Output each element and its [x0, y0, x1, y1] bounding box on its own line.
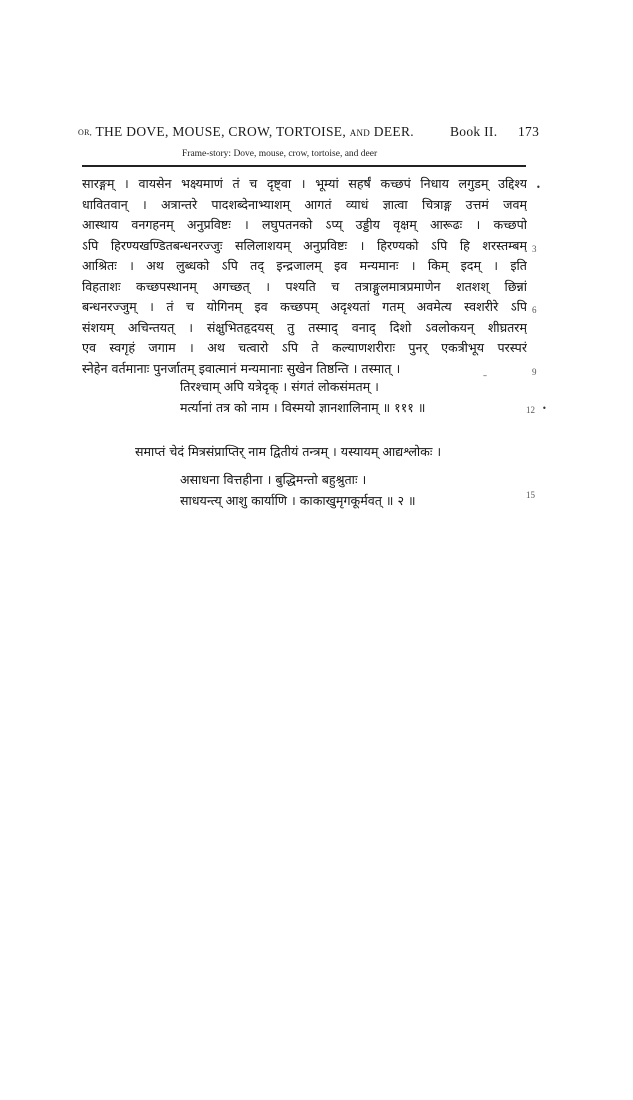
- margin-line-number: 9: [532, 367, 537, 377]
- verse-line: मर्त्यानां तत्र को नाम । विस्मयो ज्ञानशालिनाम् ॥ १११ ॥: [180, 399, 426, 415]
- prose-line: ऽपि हिरण्यखण्डितबन्धनरज्जुः सलिलाशयम् अनुप्रविष्टः । हिरण्यको ऽपि हि शरस्तम्बम्: [82, 237, 527, 253]
- stray-mark: •: [536, 183, 541, 192]
- frame-story-subtitle: Frame-story: Dove, mouse, crow, tortoise, and deer: [182, 149, 378, 159]
- running-head: [78, 124, 548, 140]
- prose-line: संशयम् अचिन्तयत् । संक्षुभितहृदयस् तु तस्माद् वनाद् दिशो ऽवलोकयन् शीघ्रतरम्: [82, 319, 527, 335]
- margin-line-number: 3: [532, 244, 537, 254]
- stray-mark: –: [483, 371, 487, 380]
- book-label: Book II.: [450, 124, 498, 139]
- header-rule: [82, 165, 526, 167]
- running-head-and: AND: [349, 128, 371, 138]
- colophon-line: समाप्तं चेदं मित्रसंप्राप्तिर् नाम द्वितीयं तन्त्रम् । यस्यायम् आद्यश्लोकः ।: [135, 444, 442, 459]
- prose-line: बन्धनरज्जुम् । तं च योगिनम् इव कच्छपम् अदृश्यतां गतम् अवमेत्य स्वशरीरे ऽपि: [82, 299, 527, 314]
- prose-line: धावितवान् । अत्रान्तरे पादशब्देनाभ्याशम् आगतं व्याधं ज्ञात्वा चित्राङ्ग उत्तमं जवम्: [82, 196, 527, 212]
- prose-body: [82, 174, 527, 379]
- verse-stanza-1: [180, 377, 425, 418]
- prose-line: विहताशः कच्छपस्थानम् अगच्छत् । पश्यति च तत्राङ्गुलमात्रप्रमाणेन शतशश् छिन्नां: [82, 278, 527, 294]
- stray-mark: •: [542, 404, 547, 413]
- verse-line: तिरश्चाम् अपि यत्रेदृक् । संगतं लोकसंमतम् ।: [180, 379, 379, 394]
- margin-line-number: 6: [532, 305, 537, 315]
- margin-line-number: 12: [526, 405, 535, 415]
- prose-line: आस्थाय वनगहनम् अनुप्रविष्टः । लघुपतनको ऽप्य् उड्डीय वृक्षम् आरूढः । कच्छपो: [82, 217, 527, 232]
- page-number: 173: [518, 124, 540, 139]
- margin-line-number: 15: [526, 490, 535, 500]
- prose-line: एव स्वगृहं जगाम । अथ चत्वारो ऽपि ते कल्याणशरीराः पुनर् एकत्रीभूय परस्परं: [82, 340, 527, 355]
- verse-line: साधयन्त्य् आशु कार्याणि । काकाखुमृगकूर्मवत् ॥ २ ॥: [180, 492, 416, 508]
- running-head-title: THE DOVE, MOUSE, CROW, TORTOISE,: [95, 124, 347, 139]
- prose-line: आश्रितः । अथ लुब्धको ऽपि तद् इन्द्रजालम् इव मन्यमानः । किम् इदम् । इति: [82, 258, 527, 273]
- prose-line: सारङ्गम् । वायसेन भक्ष्यमाणं तं च दृष्ट्वा । भूम्यां सहर्षं कच्छपं निधाय लगुडम् उद्दिश्य: [82, 176, 527, 191]
- running-head-deer: DEER.: [373, 124, 414, 139]
- running-head-prefix: OR,: [78, 128, 93, 137]
- prose-line: स्नेहेन वर्तमानाः पुनर्जातम् इवात्मानं मन्यमानाः सुखेन तिष्ठन्ति । तस्मात् ।: [82, 360, 401, 376]
- verse-line: असाधना वित्तहीना । बुद्धिमन्तो बहुश्रुताः ।: [180, 472, 367, 487]
- verse-stanza-2: [180, 470, 416, 511]
